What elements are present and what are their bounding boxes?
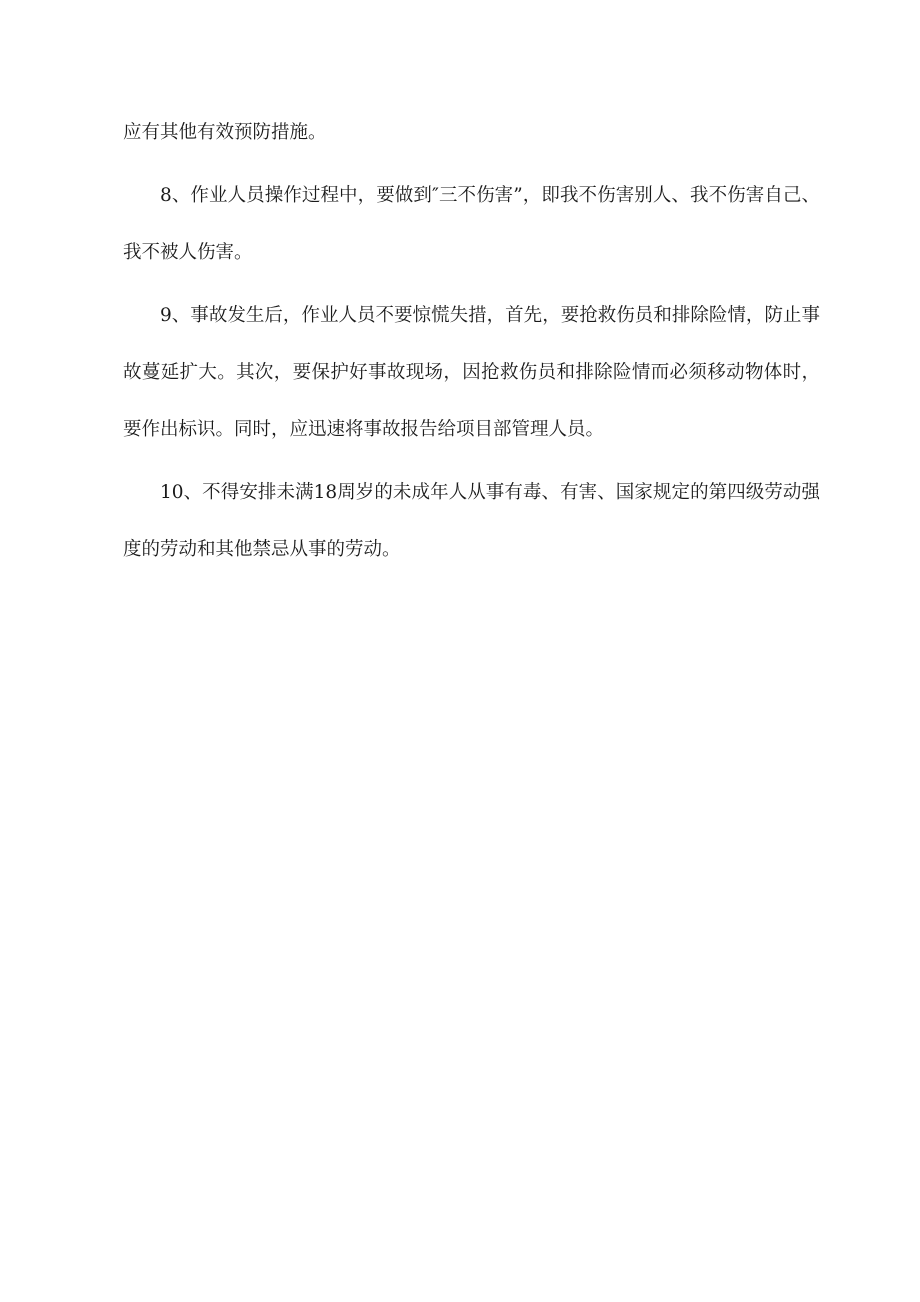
paragraph-item-8: 8、作业人员操作过程中，要做到″三不伤害”，即我不伤害别人、我不伤害自己、我不被人伤害。 bbox=[123, 185, 820, 263]
paragraph-continuation: 应有其他有效预防措施。 bbox=[123, 122, 327, 143]
paragraph-item-9: 9、事故发生后，作业人员不要惊慌失措，首先，要抢救伤员和排除险情，防止事故蔓延扩大。其次，要保护好事故现场，因抢救伤员和排除险情而必须移动物体时，要作出标识。同时，应迅速将事故报告给项目部管理人员。 bbox=[123, 305, 820, 440]
paragraph-item-10: 10、不得安排未满18周岁的未成年人从事有毒、有害、国家规定的第四级劳动强度的劳动和其他禁忌从事的劳动。 bbox=[123, 482, 820, 560]
document-body bbox=[123, 104, 820, 578]
